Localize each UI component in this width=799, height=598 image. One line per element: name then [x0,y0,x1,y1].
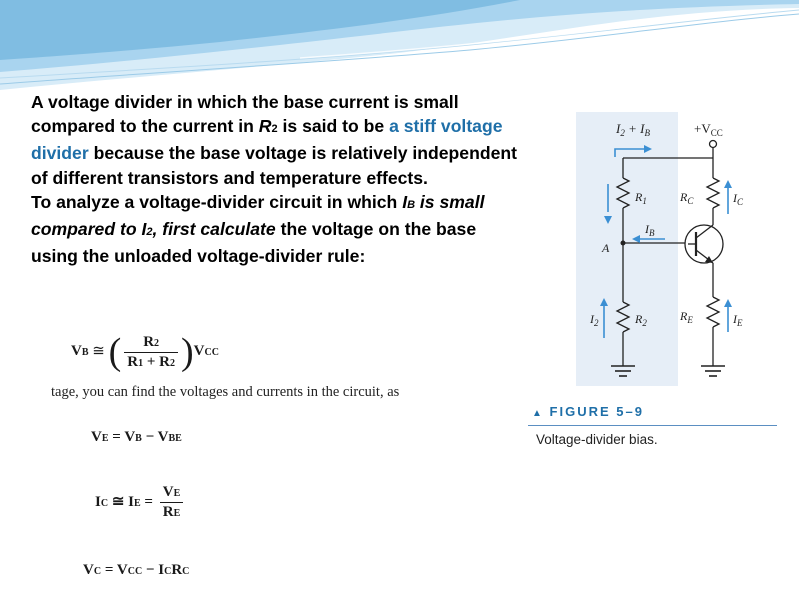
ie-label: $I_E$ [733,312,743,328]
figure-caption-divider [528,425,777,426]
circuit-diagram [528,92,778,402]
text-line-6-italic: compared to I2, first calculate [31,219,276,240]
i2-plus-ib-label: $I_2 + I_B$ [616,121,650,138]
text-line-7: using the unloaded voltage-divider rule: [31,246,366,267]
figure-background-panel [576,112,678,386]
text-line-2a: compared to the current in [31,116,259,137]
ib-label: $I_B$ [645,222,655,238]
ground-right [701,366,725,376]
i2-label: $I_2$ [590,312,599,328]
ic-label: $I_C$ [733,191,744,207]
divider-highlight: divider [31,143,89,164]
stiff-divider-highlight: a stiff voltage [389,116,503,137]
text-line-5a: To analyze a voltage-divider circuit in which [31,191,403,212]
figure-caption: Voltage-divider bias. [536,432,658,447]
rc-label: $R_C$ [680,190,694,206]
equation-panel [51,326,418,598]
vcc-terminal [710,141,717,148]
slide-body-text [31,90,591,268]
rc-resistor [707,178,719,208]
re-resistor [707,297,719,327]
textbook-note-line: tage, you can find the voltages and currents in the circuit, as [51,384,400,400]
r2-label: $R_2$ [635,312,647,328]
emitter-voltage-equation: VE = VB − VBE [91,429,182,445]
voltage-divider-bias-figure [528,92,778,462]
collector-voltage-equation: VC = VCC − ICRC [83,562,190,578]
figure-label: ▲ FIGURE 5–9 [532,404,644,419]
re-label: $R_E$ [680,309,693,325]
header-swoosh-decoration [0,0,799,95]
ic-arrow-head [724,180,732,188]
text-line-2b: is said to be [277,116,390,137]
text-line-1: A voltage divider in which the base current is small [31,92,459,112]
text-line-3: because the base voltage is relatively independent [88,143,517,164]
ie-arrow-head [724,299,732,307]
collector-current-equation: IC ≅ IE = $\frac{VE}{RE}$ [95,484,186,521]
r2-symbol: R2 [258,116,278,137]
text-line-6: the voltage on the base [275,219,477,240]
node-a-label: A [602,241,610,255]
ib-symbol: IB is small [402,191,485,212]
base-voltage-equation: VB ≅ ( $\frac{R2}{R1 + R2}$ )VCC [71,331,219,373]
text-line-4: of different transistors and temperature effects. [31,167,428,188]
r1-label: $R_1$ [635,190,647,206]
vcc-label: $+V_{CC}$ [694,121,723,138]
